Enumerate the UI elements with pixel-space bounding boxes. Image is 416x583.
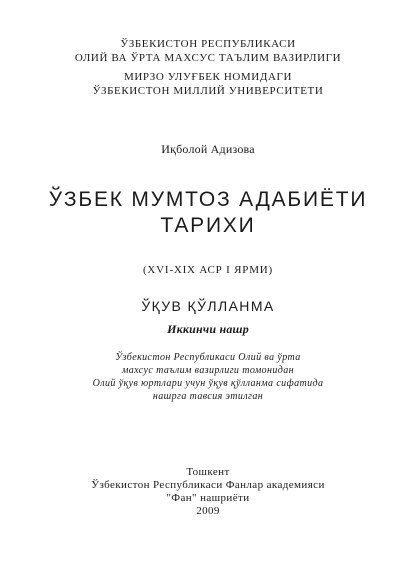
imprint-publisher-2: "Фан" нашриёти <box>166 492 250 504</box>
book-title-line-2: ТАРИХИ <box>160 214 256 237</box>
approval-line-1: Ўзбекистон Республикаси Олий ва ўрта <box>115 352 301 363</box>
institution-line-1: ЎЗБЕКИСТОН РЕСПУБЛИКАСИ <box>120 38 296 50</box>
institution-line-2: ОЛИЙ ВА ЎРТА МАХСУС ТАЪЛИМ ВАЗИРЛИГИ <box>74 52 342 64</box>
edition: Иккинчи нашр <box>167 322 249 336</box>
imprint-city: Тошкент <box>186 466 230 478</box>
approval-line-3: Олий ўқув юртлари учун ўқув қўлланма сифатида <box>92 378 324 389</box>
institution-line-4: ЎЗБЕКИСТОН МИЛЛИЙ УНИВЕРСИТЕТИ <box>92 85 324 97</box>
approval-line-2: махсус таълим вазирлиги томонидан <box>121 365 295 376</box>
author-name: Иқболой Адизова <box>161 142 255 156</box>
imprint-publisher: Ўзбекистон Республикаси Фанлар академияси <box>91 479 325 491</box>
book-title-line-1: ЎЗБЕК МУМТОЗ АДАБИЁТИ <box>48 188 368 211</box>
document-type: ЎҚУВ ҚЎЛЛАНМА <box>141 298 275 314</box>
approval-line-4: нашрга тавсия этилган <box>152 391 264 402</box>
institution-line-3: МИРЗО УЛУҒБЕК НОМИДАГИ <box>123 71 293 83</box>
book-subtitle: (XVI-XIX АСР I ЯРМИ) <box>142 264 274 276</box>
imprint-year: 2009 <box>196 505 220 517</box>
